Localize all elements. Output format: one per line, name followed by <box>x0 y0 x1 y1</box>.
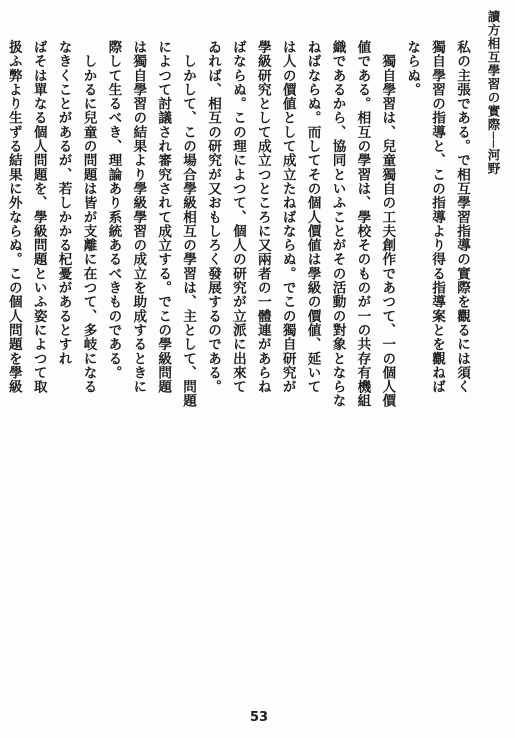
text-column: ゐれば、相互の研究が又おもしろく發展するのである。 <box>205 40 221 394</box>
text-column: 値である。相互の學習は、學校そのものが一の共存有機組 <box>354 40 371 408</box>
text-column: 扱ふ弊より生ずる結果に外ならぬ。この個人問題を學級 <box>5 40 22 394</box>
text-column: ばそは單なる個人問題を、學級問題といふ姿によつて取 <box>30 40 47 394</box>
text-column: によつて討議され審究されて成立する。でこの學級問題 <box>155 40 172 394</box>
text-column: は人の價値として成立たねばならぬ。でこの獨自研究が <box>279 40 296 394</box>
text-column: ならぬ。 <box>404 40 421 97</box>
text-column: 際して生るべき、理論あり系統あるべきものである。 <box>105 40 122 380</box>
header-title: 讀方相互學習の實際 <box>486 10 501 132</box>
text-column: 織であるから、協同といふことがその活動の對象とならな <box>329 40 346 408</box>
header-author: ──河野 <box>486 131 501 176</box>
text-column: 學級研究として成立つところに又兩者の一體連があらね <box>254 40 271 394</box>
text-column: ねばならぬ。而してその個人價値は學級の價値、延いて <box>304 40 321 394</box>
text-column: 私の主張である。で相互學習指導の實際を觀るには須く <box>454 40 470 394</box>
text-column: なきくことがあるが、若しかかる杞憂があるとすれ <box>55 40 72 366</box>
text-column: しかるに兒童の問題は皆が支離に在つて、多岐になる <box>80 40 97 394</box>
text-column: 獨自學習の指導と、この指導より得る指導案とを觀ねば <box>429 40 446 394</box>
text-column: ばならぬ。この理によつて、個人の研究が立派に出來て <box>229 40 246 394</box>
text-column: 獨自學習は、兒童獨自の工夫創作であつて、一の個人價 <box>379 40 396 408</box>
text-column: しかして、この場合學級相互の學習は、主として、問題 <box>180 40 197 408</box>
page-number: 53 <box>249 710 269 725</box>
running-header <box>480 10 502 240</box>
text-column: は獨自學習の結果より學級學習の成立を助成するときに <box>130 40 147 394</box>
